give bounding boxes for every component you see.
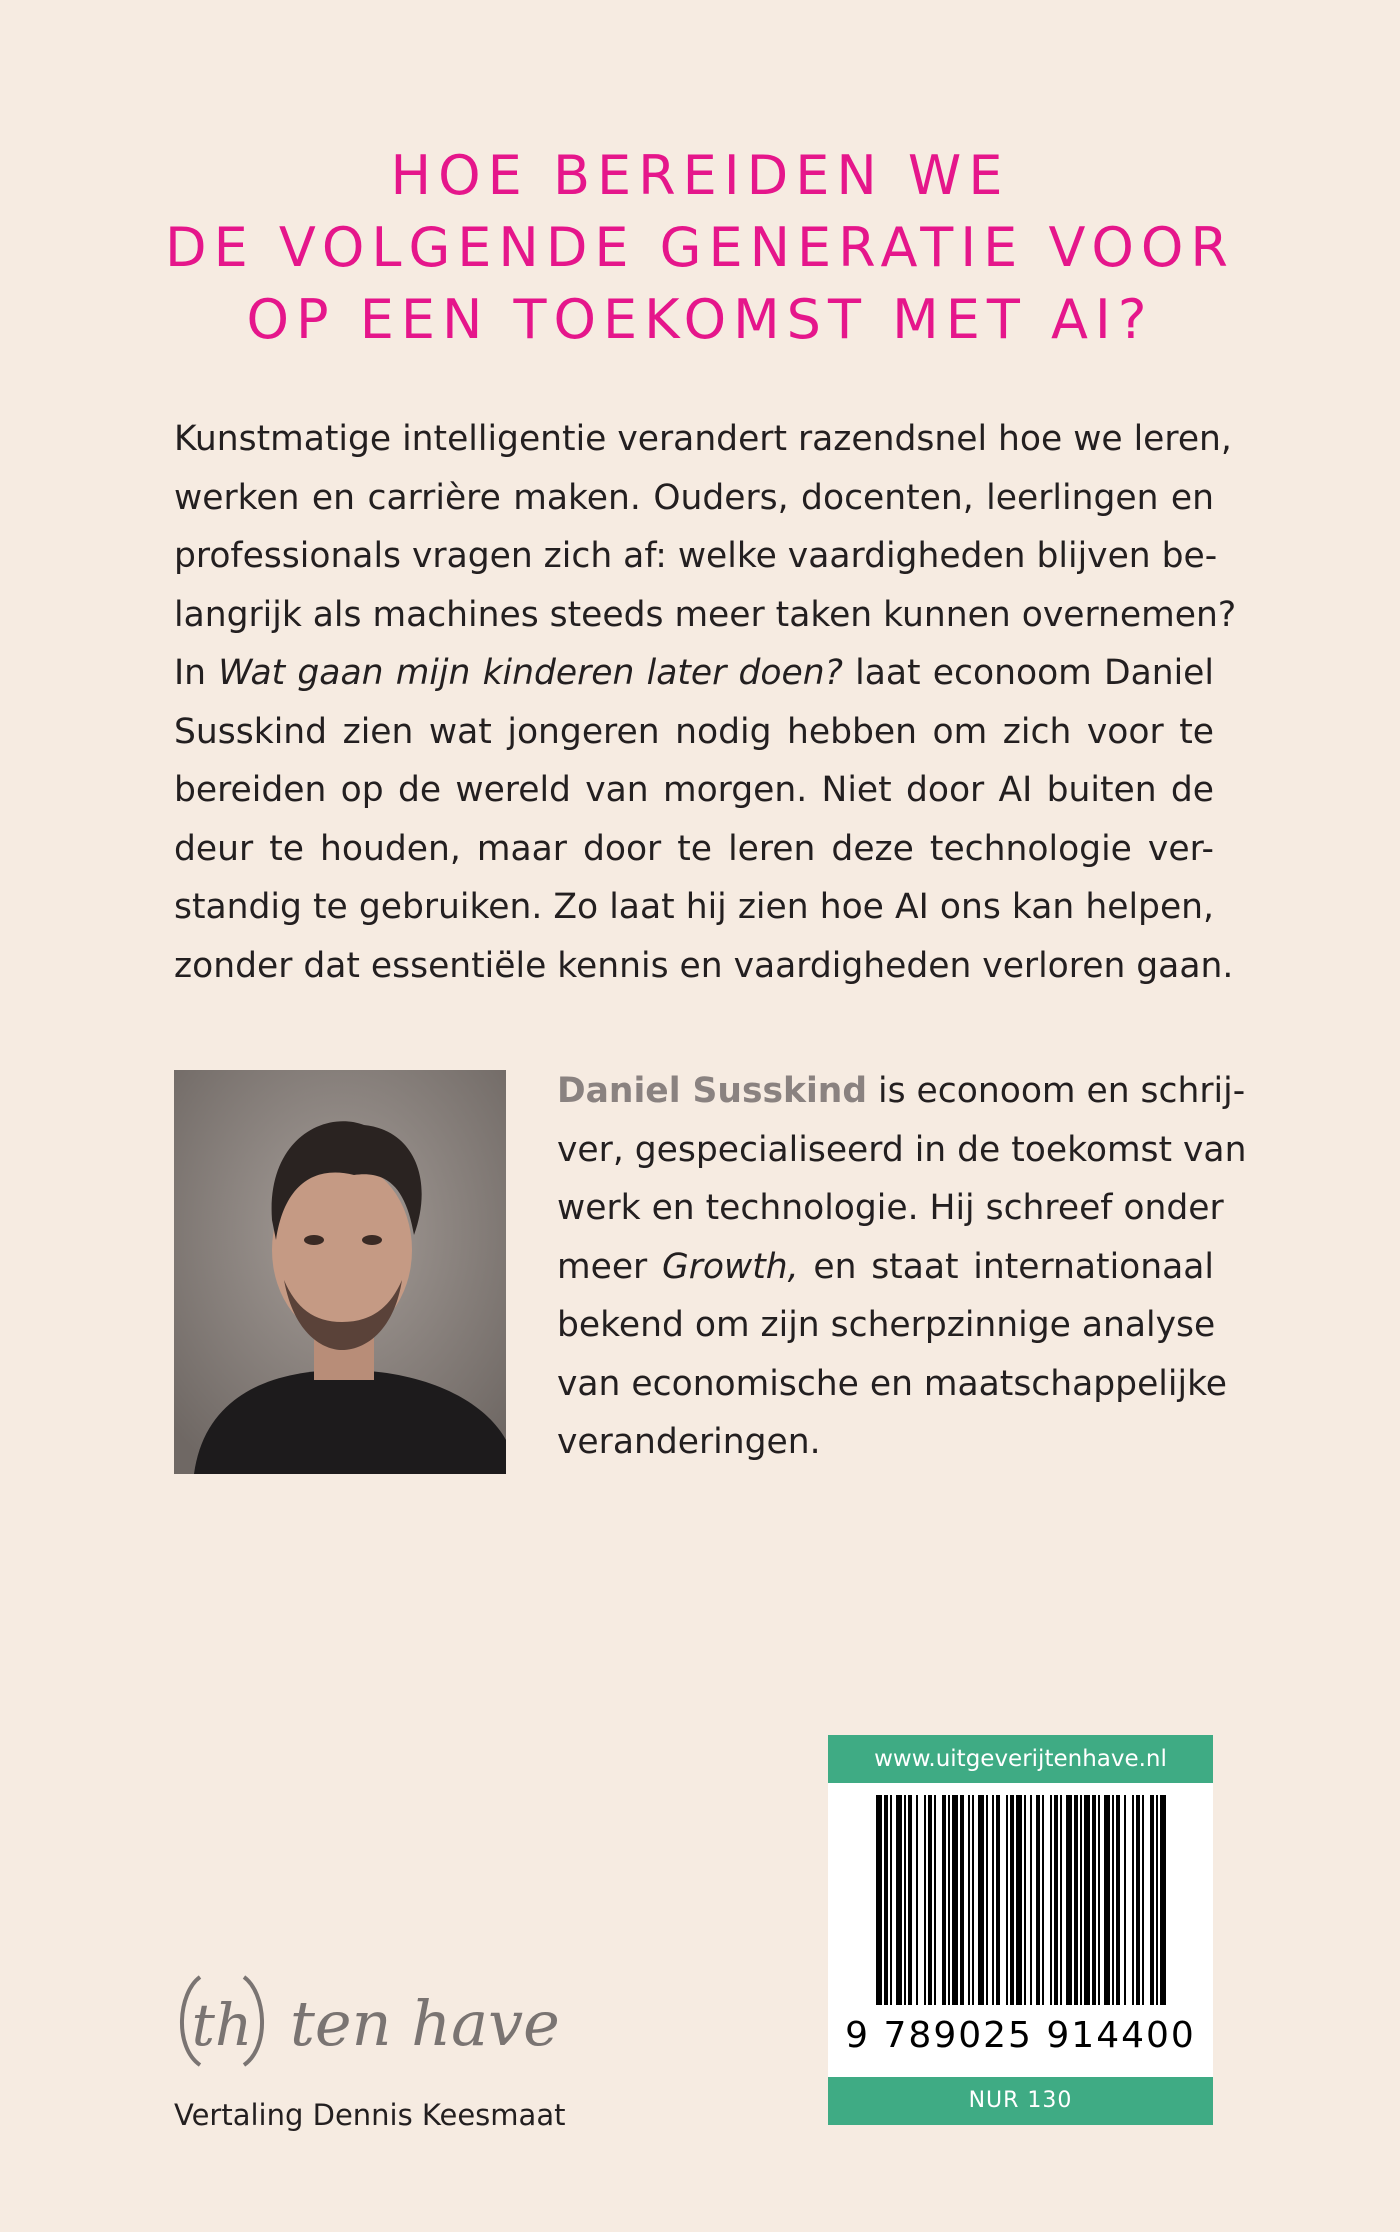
barcode-bar: [1016, 1795, 1022, 2005]
barcode-bar: [948, 1795, 950, 2005]
bio-line: [557, 1238, 1214, 1297]
barcode-bar: [992, 1795, 994, 2005]
bio-text: en staat internationaal: [813, 1246, 1214, 1287]
headline-line-2: DE VOLGENDE GENERATIE VOOR: [165, 216, 1235, 279]
barcode-bar: [1054, 1795, 1058, 2005]
bio-text: meer: [557, 1246, 648, 1287]
barcode-bar: [1132, 1795, 1134, 2005]
barcode-bar: [1036, 1795, 1040, 2005]
bio-line: veranderingen.: [557, 1422, 821, 1462]
back-cover-headline: [0, 140, 1400, 356]
barcode-bar: [1160, 1795, 1166, 2005]
barcode-bar: [1006, 1795, 1008, 2005]
barcode-bar: [1010, 1795, 1014, 2005]
blurb-line: Susskind zien wat jongeren nodig hebben om zich voor te: [174, 711, 1214, 752]
barcode-bar: [952, 1795, 958, 2005]
publisher-name: ten have: [290, 1987, 560, 2060]
nur-code: NUR 130: [828, 2077, 1213, 2125]
author-bio: [557, 1062, 1247, 1472]
blurb-line: werken en carrière maken. Ouders, docenten, leerlingen en: [174, 477, 1214, 518]
publisher-url: www.uitgeverijtenhave.nl: [828, 1735, 1213, 1783]
barcode-bar: [942, 1795, 946, 2005]
barcode-bar: [1060, 1795, 1062, 2005]
blurb-line: langrijk als machines steeds meer taken kunnen overnemen?: [174, 594, 1237, 635]
isbn-barcode-panel: [828, 1735, 1213, 2125]
barcode-bar: [928, 1795, 932, 2005]
barcode-bar: [1142, 1795, 1144, 2005]
bio-line: ver, gespecialiseerd in de toekomst van: [557, 1129, 1247, 1170]
barcode-bar: [916, 1795, 918, 2005]
blurb-line: deur te houden, maar door te leren deze technologie ver-: [174, 828, 1214, 869]
barcode-bar: [890, 1795, 892, 2005]
isbn-number: 9 789025 914400: [845, 2015, 1196, 2056]
barcode-bar: [1092, 1795, 1096, 2005]
headline-line-3: OP EEN TOEKOMST MET AI?: [246, 288, 1154, 351]
barcode-bars: [828, 1795, 1213, 2010]
blurb-text: laat econoom Daniel: [855, 653, 1214, 693]
bio-line: bekend om zijn scherpzinnige analyse: [557, 1305, 1216, 1345]
barcode-bar: [1030, 1795, 1032, 2005]
barcode-bar: [934, 1795, 936, 2005]
author-photo: [174, 1070, 506, 1474]
publisher-logo: [170, 1965, 590, 2075]
barcode-bar: [1104, 1795, 1110, 2005]
barcode-bar: [996, 1795, 1000, 2005]
barcode-bar: [1116, 1795, 1120, 2005]
bio-line: werk en technologie. Hij schreef onder: [557, 1188, 1224, 1228]
headline-line-1: HOE BEREIDEN WE: [390, 144, 1010, 207]
barcode-bar: [876, 1795, 882, 2005]
blurb-line: zonder dat essentiële kennis en vaardigheden verloren gaan.: [174, 945, 1234, 986]
barcode-bar: [908, 1795, 912, 2005]
barcode-bar: [1150, 1795, 1154, 2005]
barcode-bar: [1066, 1795, 1072, 2005]
bio-line: [557, 1062, 1246, 1121]
blurb-line: Kunstmatige intelligentie verandert razendsnel hoe we leren,: [174, 419, 1232, 459]
author-name: Daniel Susskind: [557, 1071, 868, 1111]
barcode-bar: [1136, 1795, 1140, 2005]
barcode-bar: [896, 1795, 902, 2005]
blurb-text: In: [174, 653, 207, 693]
barcode-bar: [1042, 1795, 1044, 2005]
barcode-bar: [904, 1795, 906, 2005]
blurb-line: [174, 644, 1214, 703]
publisher-monogram: th: [191, 1991, 253, 2059]
blurb-line: professionals vragen zich af: welke vaardigheden blijven be-: [174, 536, 1218, 576]
barcode-bar: [1024, 1795, 1026, 2005]
barcode-bar: [924, 1795, 926, 2005]
ten-have-logo-graphic: [170, 1965, 590, 2075]
author-portrait-illustration: [174, 1070, 506, 1474]
translator-credit: Vertaling Dennis Keesmaat: [174, 2098, 566, 2132]
barcode-bar: [1124, 1795, 1126, 2005]
blurb-line: bereiden op de wereld van morgen. Niet door AI buiten de: [174, 770, 1214, 810]
barcode-bar: [1050, 1795, 1052, 2005]
barcode-bar: [978, 1795, 984, 2005]
book-blurb: [174, 410, 1237, 995]
barcode-bar: [1084, 1795, 1090, 2005]
barcode-bar: [960, 1795, 964, 2005]
bio-text: is econoom en schrij-: [878, 1071, 1246, 1111]
barcode-bar: [1156, 1795, 1158, 2005]
blurb-line: standig te gebruiken. Zo laat hij zien hoe AI ons kan helpen,: [174, 887, 1214, 927]
barcode-bar: [1074, 1795, 1078, 2005]
previous-book-title: Growth,: [662, 1246, 799, 1287]
book-title: Wat gaan mijn kinderen later doen?: [218, 653, 843, 693]
barcode-bar: [972, 1795, 974, 2005]
barcode-bar: [968, 1795, 970, 2005]
barcode-bar: [884, 1795, 888, 2005]
bio-line: van economische en maatschappelijke: [557, 1363, 1228, 1404]
barcode-bar: [1080, 1795, 1082, 2005]
barcode-bar: [1098, 1795, 1100, 2005]
barcode-bar: [986, 1795, 988, 2005]
barcode-bar: [1112, 1795, 1114, 2005]
